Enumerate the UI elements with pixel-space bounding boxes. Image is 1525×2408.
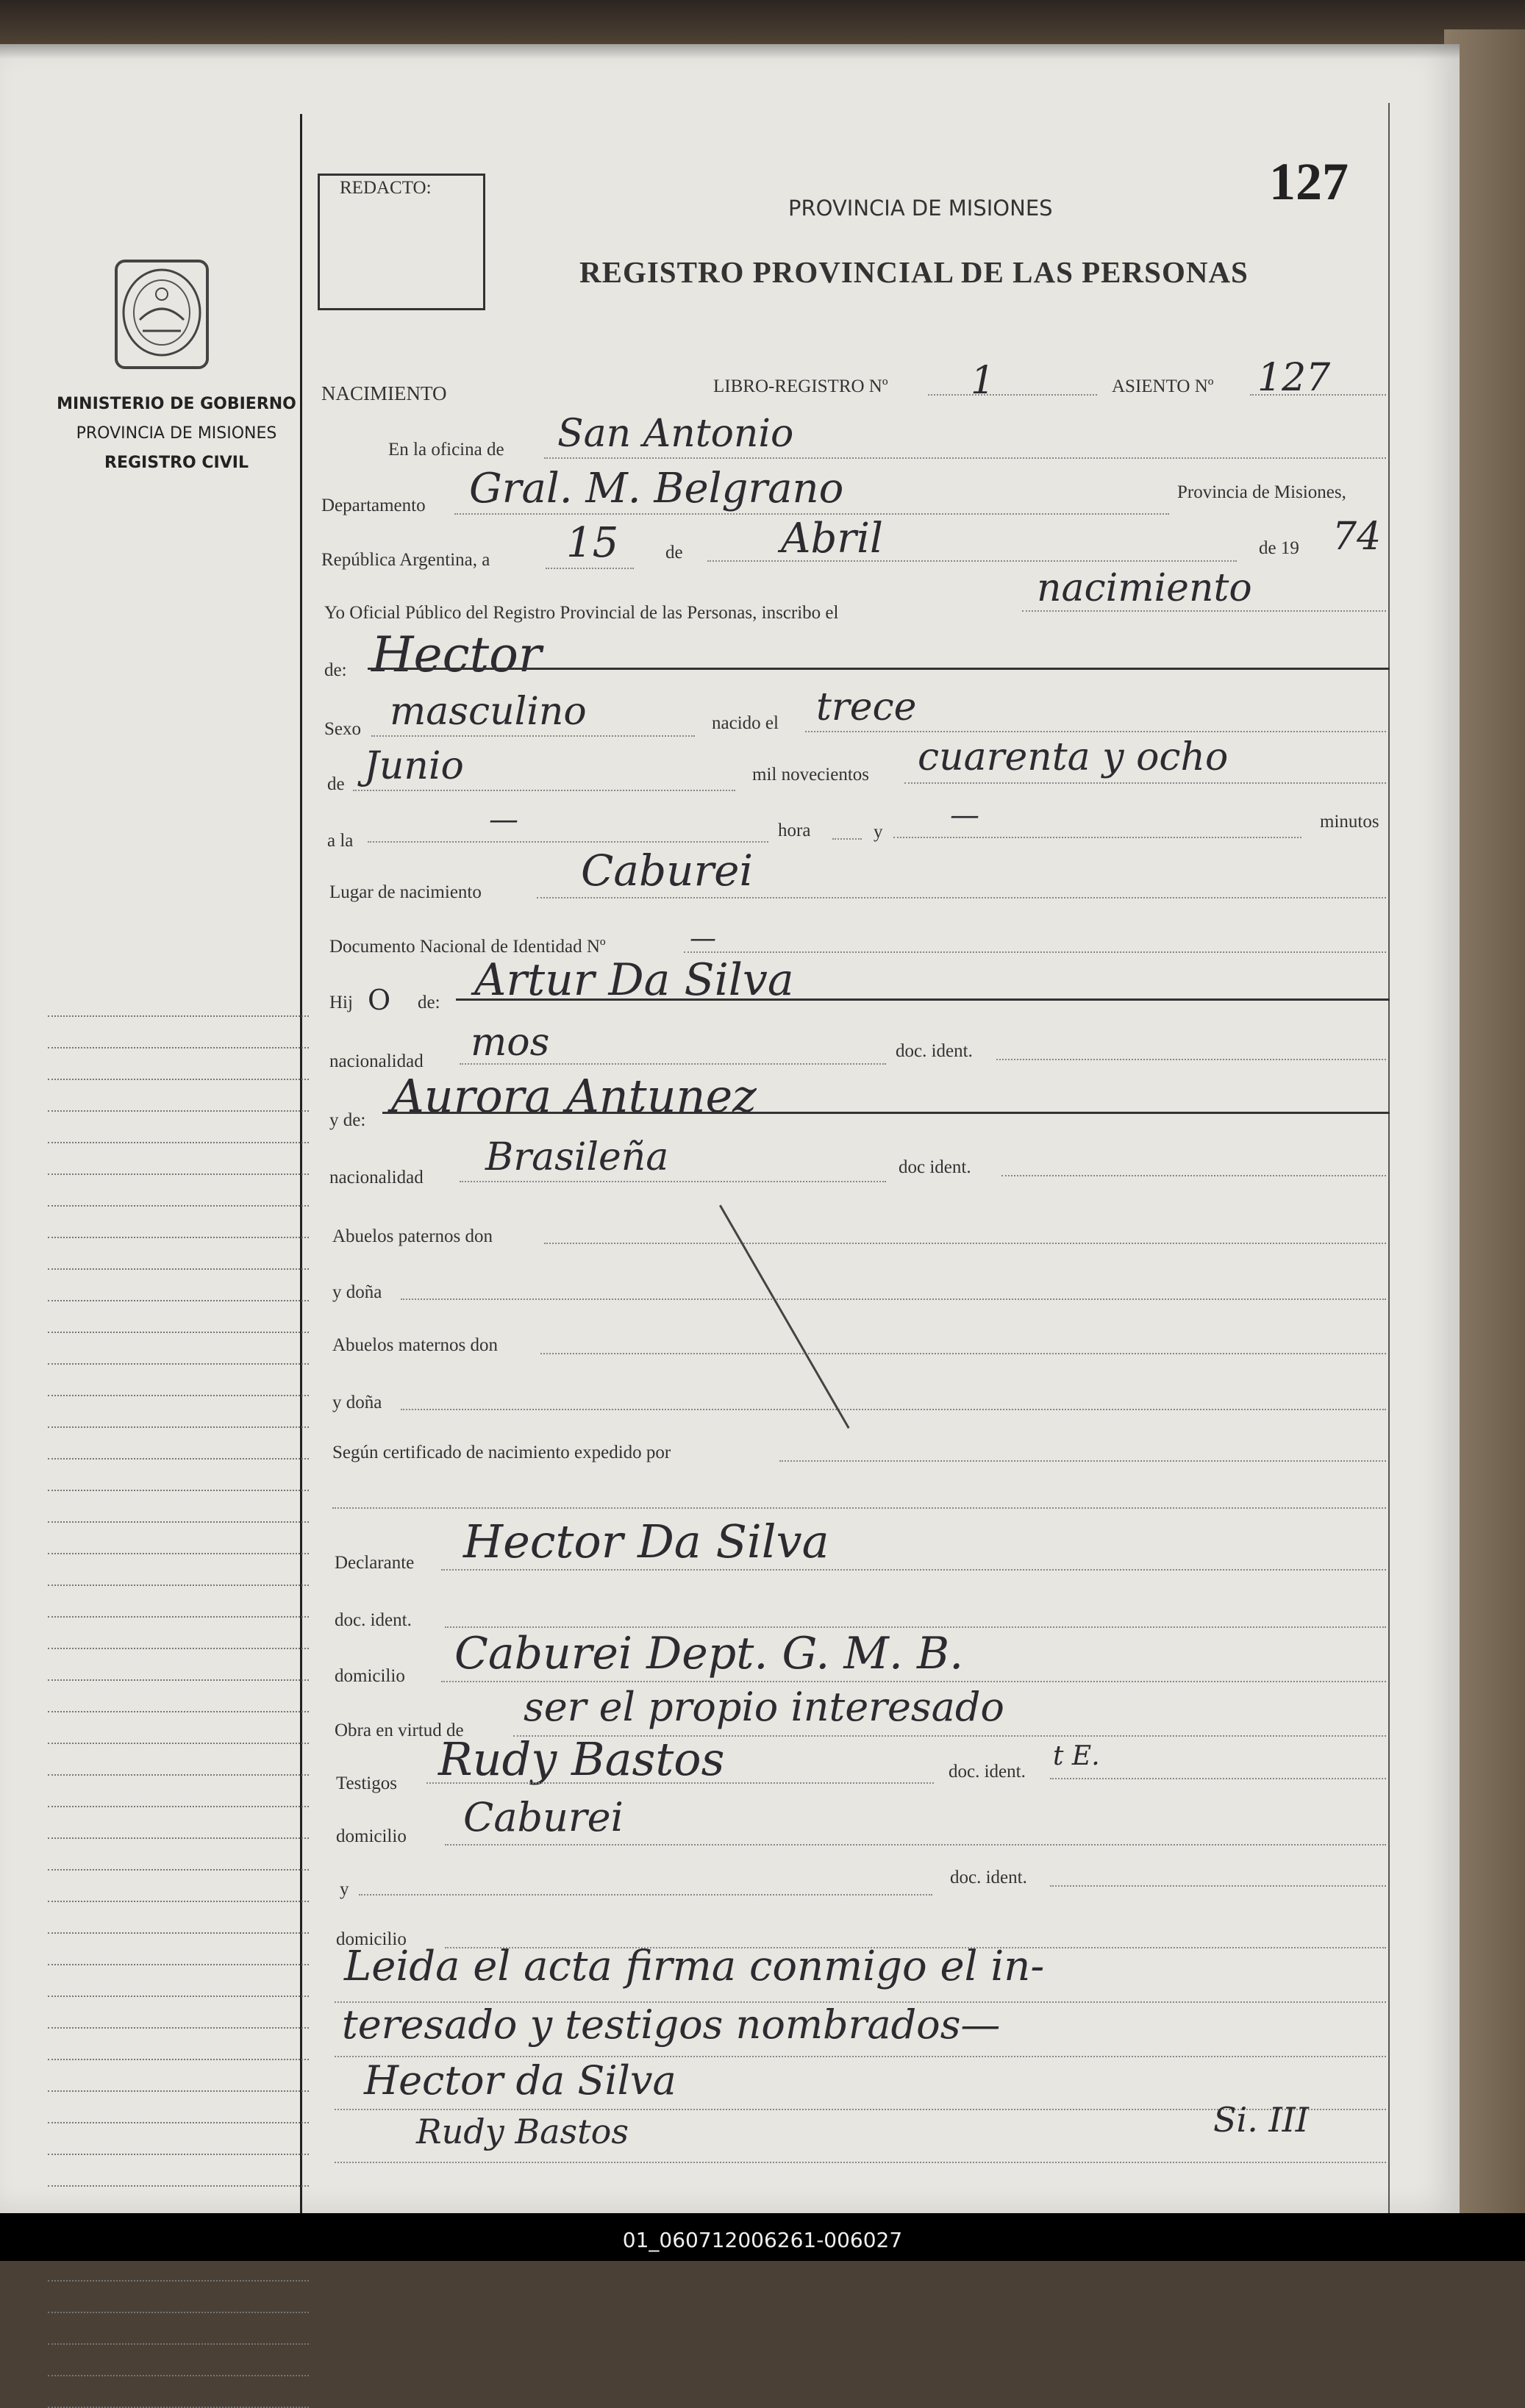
domicilio2-label: domicilio	[336, 1826, 407, 1846]
nac1-value: mos	[471, 1021, 550, 1065]
hora-line	[368, 841, 768, 843]
departamento-label: Departamento	[321, 496, 426, 515]
domicilio2-line	[445, 1844, 1386, 1846]
year-value: 74	[1332, 515, 1382, 559]
seal-icon	[110, 254, 213, 375]
oficina-value: San Antonio	[557, 412, 794, 456]
sexo-label: Sexo	[324, 719, 361, 739]
padre-line	[456, 998, 1390, 1001]
nombre-value: Hector	[371, 626, 542, 683]
ala-label: a la	[327, 831, 354, 851]
dia-nac-line	[805, 731, 1386, 732]
y2-line	[359, 1894, 932, 1896]
ydona2-line	[401, 1409, 1386, 1410]
nac1-line	[460, 1063, 886, 1065]
asiento-value: 127	[1257, 356, 1331, 400]
frame-right-rule	[1388, 103, 1390, 2228]
nota-line-2: teresado y testigos nombrados—	[342, 2001, 1001, 2048]
lugar-value: Caburei	[581, 846, 754, 896]
registry-title: REGISTRO PROVINCIAL DE LAS PERSONAS	[579, 255, 1249, 289]
signature-testigo: Rudy Bastos	[416, 2112, 629, 2151]
domicilio1-line	[441, 1681, 1386, 1682]
hora-gap-line	[832, 838, 862, 840]
domicilio2-value: Caburei	[463, 1794, 624, 1840]
ab-pat-label: Abuelos paternos don	[332, 1226, 493, 1246]
y2-label: y	[340, 1879, 349, 1899]
dni-value: —	[690, 923, 716, 954]
dia-nac-value: trece	[816, 685, 917, 729]
signature-declarante: Hector da Silva	[364, 2057, 676, 2104]
libro-line	[928, 394, 1097, 396]
ministry-registry: REGISTRO CIVIL	[104, 454, 249, 472]
segun-line	[779, 1460, 1386, 1462]
ministry-block	[37, 390, 316, 478]
declarante-value: Hector Da Silva	[463, 1515, 829, 1568]
segun-label: Según certificado de nacimiento expedido por	[332, 1443, 671, 1462]
de-label: de	[665, 543, 683, 562]
image-caption: 01_060712006261-006027	[622, 2228, 903, 2252]
signature-officer: Si. III	[1213, 2100, 1309, 2140]
domicilio1-value: Caburei Dept. G. M. B.	[454, 1628, 964, 1679]
redacto-label: REDACTO:	[340, 178, 432, 198]
y-label: y	[874, 822, 883, 842]
segun-line-2	[332, 1507, 1386, 1509]
doc1-label: doc. ident.	[896, 1041, 973, 1061]
yde-label: y de:	[329, 1110, 366, 1130]
obra-label: Obra en virtud de	[335, 1721, 464, 1740]
mil-label: mil novecientos	[752, 765, 869, 785]
ab-mat-line	[540, 1353, 1386, 1354]
domicilio1-label: domicilio	[335, 1666, 405, 1686]
dni-line	[684, 951, 1386, 953]
mes-nac-value: Junio	[364, 744, 464, 788]
nombre-line	[368, 668, 1390, 670]
ab-mat-label: Abuelos maternos don	[332, 1335, 498, 1355]
domicilio3-label: domicilio	[336, 1929, 407, 1949]
provincia-suffix: Provincia de Misiones,	[1177, 482, 1346, 502]
min-line	[893, 837, 1301, 838]
departamento-value: Gral. M. Belgrano	[469, 465, 844, 512]
day-value: 15	[566, 519, 619, 567]
de3-label: de	[327, 774, 345, 794]
doc4-label: doc. ident.	[950, 1868, 1027, 1887]
oficina-label: En la oficina de	[388, 440, 504, 460]
asiento-label: ASIENTO Nº	[1112, 376, 1214, 396]
ydona1-line	[401, 1298, 1386, 1300]
republica-label: República Argentina, a	[321, 550, 490, 570]
minutos-label: minutos	[1320, 812, 1379, 832]
anio-nac-value: cuarenta y ocho	[918, 735, 1229, 779]
mes-nac-line	[353, 790, 735, 791]
day-line	[546, 568, 634, 569]
section-label: NACIMIENTO	[321, 382, 447, 404]
acto-value: nacimiento	[1037, 566, 1252, 610]
side-ruled-lines	[48, 985, 309, 2408]
dni-label: Documento Nacional de Identidad Nº	[329, 937, 606, 957]
hijo-label: Hij	[329, 993, 353, 1012]
page-number: 127	[1269, 152, 1349, 211]
de2-label: de:	[324, 660, 347, 680]
doc3-value: t E.	[1053, 1741, 1100, 1771]
madre-line	[382, 1112, 1390, 1114]
ydona1-label: y doña	[332, 1282, 382, 1302]
ydona2-label: y doña	[332, 1393, 382, 1412]
nota-rule-4	[335, 2162, 1386, 2163]
sexo-line	[371, 735, 695, 737]
doc2-line	[1001, 1175, 1386, 1176]
doc4-line	[1050, 1885, 1386, 1887]
nac2-line	[460, 1181, 886, 1182]
month-value: Abril	[781, 515, 883, 562]
docident-label: doc. ident.	[335, 1610, 412, 1630]
nacido-label: nacido el	[712, 713, 779, 733]
oficina-line	[544, 457, 1386, 459]
testigos-label: Testigos	[336, 1773, 397, 1793]
libro-value: 1	[971, 359, 996, 403]
nac2-label: nacionalidad	[329, 1168, 424, 1187]
asiento-line	[1250, 394, 1386, 396]
hijo-suffix: O	[368, 984, 391, 1016]
lugar-line	[537, 897, 1386, 898]
doc3-label: doc. ident.	[949, 1762, 1026, 1782]
ministry-province: PROVINCIA DE MISIONES	[76, 424, 277, 443]
lugar-label: Lugar de nacimiento	[329, 882, 482, 902]
province-title: PROVINCIA DE MISIONES	[788, 196, 1053, 221]
declarante-label: Declarante	[335, 1553, 415, 1573]
yo-label: Yo Oficial Público del Registro Provincial de las Personas, inscribo el	[324, 603, 839, 623]
nac2-value: Brasileña	[485, 1135, 669, 1179]
madre-value: Aurora Antunez	[391, 1069, 757, 1123]
padre-value: Artur Da Silva	[474, 954, 794, 1006]
ab-pat-line	[544, 1243, 1386, 1244]
libro-label: LIBRO-REGISTRO Nº	[713, 376, 888, 396]
obra-value: ser el propio interesado	[524, 1684, 1004, 1730]
page-shadow	[0, 44, 1460, 59]
anio-nac-line	[904, 782, 1386, 784]
testigo1-line	[426, 1782, 934, 1784]
nac1-label: nacionalidad	[329, 1051, 424, 1071]
min-value: —	[950, 799, 979, 832]
hora-label: hora	[778, 821, 811, 840]
sexo-value: masculino	[390, 690, 587, 734]
nota-line-1: Leida el acta firma conmigo el in-	[344, 1943, 1045, 1990]
year-label: de 19	[1259, 538, 1299, 558]
testigo1-value: Rudy Bastos	[438, 1732, 725, 1786]
ministry-name: MINISTERIO DE GOBIERNO	[57, 395, 296, 413]
doc1-line	[996, 1059, 1386, 1060]
month-line	[707, 560, 1237, 562]
declarante-line	[441, 1569, 1386, 1571]
acto-line	[1022, 610, 1386, 612]
hora-value: —	[489, 803, 518, 837]
hijo-de-label: de:	[418, 993, 440, 1012]
doc3-line	[1050, 1778, 1386, 1779]
doc2-label: doc ident.	[899, 1157, 971, 1177]
